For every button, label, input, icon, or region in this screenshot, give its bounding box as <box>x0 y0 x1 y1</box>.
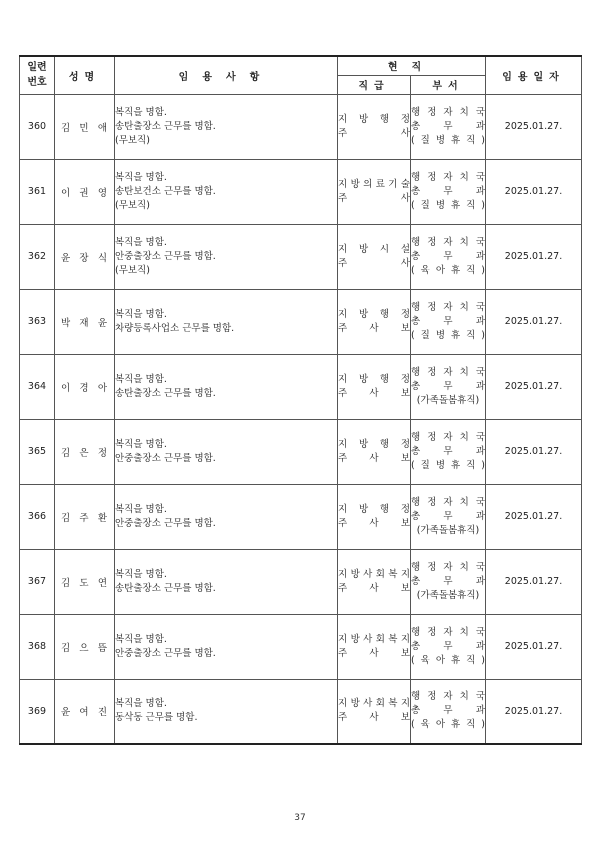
table-row <box>20 549 582 614</box>
header-rank: 직급 <box>338 75 411 94</box>
header-date: 임용일자 <box>486 56 582 94</box>
name-char: 김 <box>61 577 71 589</box>
row-number: 364 <box>20 354 55 419</box>
detail-line: 복직을 명함. <box>115 308 167 320</box>
name-char: 경 <box>79 382 89 394</box>
header-serial-line1: 일련 <box>27 62 47 74</box>
detail-line: (무보직) <box>115 264 150 276</box>
dept-line: ( 육 아 휴 직 ) <box>411 654 485 666</box>
dept-line: 총 무 과 <box>411 575 485 587</box>
row-dept <box>411 354 486 419</box>
row-date: 2025.01.27. <box>486 354 582 419</box>
name-char: 박 <box>61 317 71 329</box>
row-rank <box>338 614 411 679</box>
table-body <box>20 94 582 744</box>
name-char: 재 <box>79 317 89 329</box>
dept-line: 총 무 과 <box>411 185 485 197</box>
rank-line: 주 사 보 <box>338 322 410 334</box>
row-name <box>55 679 115 744</box>
rank-line: 주 사 보 <box>338 582 410 594</box>
row-number: 367 <box>20 549 55 614</box>
row-number: 368 <box>20 614 55 679</box>
row-details <box>115 549 338 614</box>
row-dept <box>411 679 486 744</box>
appointment-table <box>19 55 582 745</box>
name-char: 민 <box>79 122 89 134</box>
dept-line: ( 질 병 휴 직 ) <box>411 459 485 471</box>
name-char: 윤 <box>97 317 107 329</box>
table-row <box>20 224 582 289</box>
name-char: 장 <box>79 252 89 264</box>
name-char: 애 <box>97 122 107 134</box>
row-dept <box>411 224 486 289</box>
rank-line: 지 방 사 회 복 지 <box>338 698 410 710</box>
dept-line: 행 정 자 치 국 <box>411 106 485 118</box>
name-char: 윤 <box>61 252 71 264</box>
dept-line: 총 무 과 <box>411 445 485 457</box>
row-details <box>115 94 338 159</box>
row-number: 365 <box>20 419 55 484</box>
rank-line: 주 사 보 <box>338 517 410 529</box>
header-current: 현직 <box>338 56 486 75</box>
row-details <box>115 354 338 419</box>
rank-line: 주 사 보 <box>338 712 410 724</box>
name-char: 권 <box>79 187 89 199</box>
name-char: 정 <box>97 447 107 459</box>
name-char: 뜸 <box>97 642 107 654</box>
row-date: 2025.01.27. <box>486 224 582 289</box>
rank-line: 주 사 <box>338 127 410 139</box>
header-serial <box>20 56 55 94</box>
row-details <box>115 614 338 679</box>
name-char: 식 <box>97 252 107 264</box>
table-row <box>20 614 582 679</box>
rank-line: 주 사 <box>338 192 410 204</box>
table-row <box>20 484 582 549</box>
detail-line: 송탄출장소 근무를 명함. <box>115 120 216 132</box>
name-char: 김 <box>61 642 71 654</box>
row-number: 369 <box>20 679 55 744</box>
row-name <box>55 614 115 679</box>
dept-line: ( 질 병 휴 직 ) <box>411 329 485 341</box>
row-dept <box>411 614 486 679</box>
row-details <box>115 224 338 289</box>
name-char: 김 <box>61 512 71 524</box>
dept-line: 행 정 자 치 국 <box>411 431 485 443</box>
name-char: 환 <box>97 512 107 524</box>
name-char: 도 <box>79 577 89 589</box>
header-details: 임용사항 <box>115 56 338 94</box>
rank-line: 지 방 사 회 복 지 <box>338 633 410 645</box>
dept-line: (가족돌봄휴직) <box>416 524 480 536</box>
row-rank <box>338 354 411 419</box>
name-char: 은 <box>79 447 89 459</box>
dept-line: 행 정 자 치 국 <box>411 561 485 573</box>
row-dept <box>411 419 486 484</box>
dept-line: 행 정 자 치 국 <box>411 366 485 378</box>
row-details <box>115 159 338 224</box>
detail-line: 복직을 명함. <box>115 568 167 580</box>
dept-line: 행 정 자 치 국 <box>411 626 485 638</box>
dept-line: (가족돌봄휴직) <box>416 394 480 406</box>
row-date: 2025.01.27. <box>486 679 582 744</box>
name-char: 아 <box>97 382 107 394</box>
rank-line: 주 사 보 <box>338 647 410 659</box>
row-date: 2025.01.27. <box>486 549 582 614</box>
detail-line: 복직을 명함. <box>115 171 167 183</box>
row-rank <box>338 289 411 354</box>
row-rank <box>338 224 411 289</box>
row-rank <box>338 419 411 484</box>
detail-line: 안중출장소 근무를 명함. <box>115 647 216 659</box>
rank-line: 주 사 <box>338 257 410 269</box>
dept-line: 행 정 자 치 국 <box>411 236 485 248</box>
detail-line: (무보직) <box>115 199 150 211</box>
rank-line: 지 방 행 정 <box>338 308 410 320</box>
name-char: 김 <box>61 122 71 134</box>
row-details <box>115 289 338 354</box>
name-char: 이 <box>61 382 71 394</box>
header-name: 성명 <box>55 56 115 94</box>
rank-line: 지 방 행 정 <box>338 503 410 515</box>
row-dept <box>411 94 486 159</box>
detail-line: 안중출장소 근무를 명함. <box>115 517 216 529</box>
name-char: 주 <box>79 512 89 524</box>
table-row <box>20 419 582 484</box>
table-row <box>20 94 582 159</box>
detail-line: 송탄출장소 근무를 명함. <box>115 387 216 399</box>
name-char: 연 <box>97 577 107 589</box>
detail-line: 복직을 명함. <box>115 373 167 385</box>
detail-line: 안중출장소 근무를 명함. <box>115 452 216 464</box>
dept-line: (가족돌봄휴직) <box>416 589 480 601</box>
dept-line: 총 무 과 <box>411 315 485 327</box>
detail-line: 송탄보건소 근무를 명함. <box>115 185 216 197</box>
name-char: 김 <box>61 447 71 459</box>
row-date: 2025.01.27. <box>486 159 582 224</box>
row-number: 360 <box>20 94 55 159</box>
row-details <box>115 419 338 484</box>
row-name <box>55 484 115 549</box>
dept-line: ( 육 아 휴 직 ) <box>411 719 485 731</box>
name-char: 여 <box>79 707 89 719</box>
dept-line: 행 정 자 치 국 <box>411 301 485 313</box>
detail-line: 복직을 명함. <box>115 698 167 710</box>
rank-line: 주 사 보 <box>338 387 410 399</box>
rank-line: 지 방 행 정 <box>338 373 410 385</box>
rank-line: 지 방 시 설 <box>338 243 410 255</box>
dept-line: 총 무 과 <box>411 705 485 717</box>
row-dept <box>411 289 486 354</box>
detail-line: 복직을 명함. <box>115 106 167 118</box>
row-number: 361 <box>20 159 55 224</box>
row-name <box>55 159 115 224</box>
rank-line: 주 사 보 <box>338 452 410 464</box>
detail-line: 복직을 명함. <box>115 438 167 450</box>
row-number: 366 <box>20 484 55 549</box>
name-char: 영 <box>97 187 107 199</box>
row-number: 362 <box>20 224 55 289</box>
detail-line: 동삭동 근무를 명함. <box>115 712 198 724</box>
row-name <box>55 354 115 419</box>
rank-line: 지 방 행 정 <box>338 113 410 125</box>
name-char: 이 <box>61 187 71 199</box>
row-rank <box>338 549 411 614</box>
dept-line: 총 무 과 <box>411 640 485 652</box>
dept-line: ( 질 병 휴 직 ) <box>411 134 485 146</box>
header-serial-line2: 번호 <box>27 77 47 89</box>
dept-line: 총 무 과 <box>411 380 485 392</box>
row-dept <box>411 549 486 614</box>
dept-line: 행 정 자 치 국 <box>411 691 485 703</box>
dept-line: ( 질 병 휴 직 ) <box>411 199 485 211</box>
dept-line: 총 무 과 <box>411 250 485 262</box>
dept-line: 행 정 자 치 국 <box>411 496 485 508</box>
detail-line: 복직을 명함. <box>115 236 167 248</box>
detail-line: 차량등록사업소 근무를 명함. <box>115 322 235 334</box>
row-details <box>115 484 338 549</box>
detail-line: (무보직) <box>115 134 150 146</box>
page-number: 37 <box>294 813 306 823</box>
row-name <box>55 549 115 614</box>
dept-line: 행 정 자 치 국 <box>411 171 485 183</box>
rank-line: 지 방 사 회 복 지 <box>338 568 410 580</box>
row-rank <box>338 94 411 159</box>
row-name <box>55 224 115 289</box>
table-row <box>20 354 582 419</box>
row-date: 2025.01.27. <box>486 419 582 484</box>
row-date: 2025.01.27. <box>486 94 582 159</box>
dept-line: ( 육 아 휴 직 ) <box>411 264 485 276</box>
row-rank <box>338 484 411 549</box>
table-row <box>20 159 582 224</box>
detail-line: 송탄출장소 근무를 명함. <box>115 582 216 594</box>
name-char: 진 <box>97 707 107 719</box>
row-name <box>55 419 115 484</box>
name-char: 으 <box>79 642 89 654</box>
row-name <box>55 94 115 159</box>
row-dept <box>411 159 486 224</box>
row-date: 2025.01.27. <box>486 614 582 679</box>
table-row <box>20 679 582 744</box>
row-details <box>115 679 338 744</box>
rank-line: 지 방 의 료 기 술 <box>338 178 410 190</box>
row-number: 363 <box>20 289 55 354</box>
detail-line: 안중출장소 근무를 명함. <box>115 250 216 262</box>
row-dept <box>411 484 486 549</box>
dept-line: 총 무 과 <box>411 120 485 132</box>
rank-line: 지 방 행 정 <box>338 438 410 450</box>
header-dept: 부서 <box>411 75 486 94</box>
detail-line: 복직을 명함. <box>115 633 167 645</box>
dept-line: 총 무 과 <box>411 510 485 522</box>
name-char: 윤 <box>61 707 71 719</box>
row-rank <box>338 679 411 744</box>
row-date: 2025.01.27. <box>486 484 582 549</box>
table-row <box>20 289 582 354</box>
row-name <box>55 289 115 354</box>
detail-line: 복직을 명함. <box>115 503 167 515</box>
row-rank <box>338 159 411 224</box>
row-date: 2025.01.27. <box>486 289 582 354</box>
